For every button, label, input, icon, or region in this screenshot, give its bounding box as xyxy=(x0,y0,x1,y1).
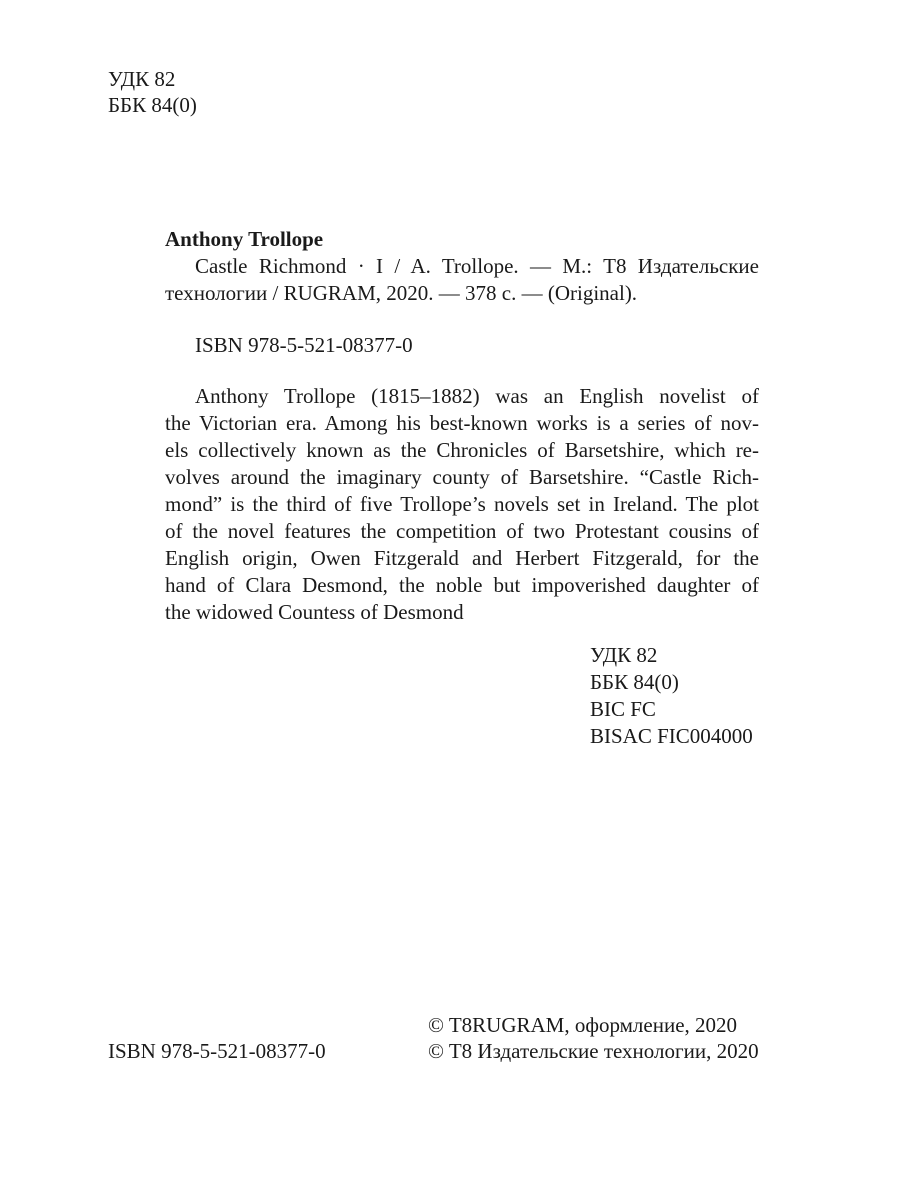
copyright-notices xyxy=(428,1012,759,1064)
udk-code: УДК 82 xyxy=(590,643,658,667)
author-name: Anthony Trollope xyxy=(165,227,324,251)
annotation-line: English origin, Owen Fitzgerald and Herbert Fitzgerald, for the xyxy=(165,546,759,570)
bib-description-line-2: технологии / RUGRAM, 2020. — 378 с. — (Original). xyxy=(165,281,638,305)
annotation-line: Anthony Trollope (1815–1882) was an English novelist of xyxy=(195,384,759,408)
classification-codes-right xyxy=(590,642,753,750)
annotation-line: hand of Clara Desmond, the noble but impoverished daughter of xyxy=(165,573,759,597)
annotation xyxy=(165,383,759,626)
bibliographic-record xyxy=(165,226,759,307)
copyright-design: © T8RUGRAM, оформление, 2020 xyxy=(428,1013,738,1037)
bic-code: BIC FC xyxy=(590,697,656,721)
isbn-bottom: ISBN 978-5-521-08377-0 xyxy=(108,1039,326,1063)
bbk-code: ББК 84(0) xyxy=(108,93,197,117)
annotation-line: mond” is the third of five Trollope’s novels set in Ireland. The plot xyxy=(165,492,759,516)
bib-description-line-1: Castle Richmond · I / A. Trollope. — M.: T8 Издательские xyxy=(195,254,759,278)
classification-codes-header xyxy=(108,66,197,118)
annotation-line: the Victorian era. Among his best-known works is a series of nov- xyxy=(165,411,759,435)
bbk-code: ББК 84(0) xyxy=(590,670,679,694)
annotation-line: the widowed Countess of Desmond xyxy=(165,600,464,624)
bisac-code: BISAC FIC004000 xyxy=(590,724,753,748)
isbn-main: ISBN 978-5-521-08377-0 xyxy=(195,333,413,357)
annotation-line: els collectively known as the Chronicles of Barsetshire, which re- xyxy=(165,438,759,462)
udk-code: УДК 82 xyxy=(108,67,176,91)
copyright-publisher: © T8 Издательские технологии, 2020 xyxy=(428,1039,759,1063)
annotation-line: volves around the imaginary county of Barsetshire. “Castle Rich- xyxy=(165,465,759,489)
annotation-line: of the novel features the competition of two Protestant cousins of xyxy=(165,519,759,543)
